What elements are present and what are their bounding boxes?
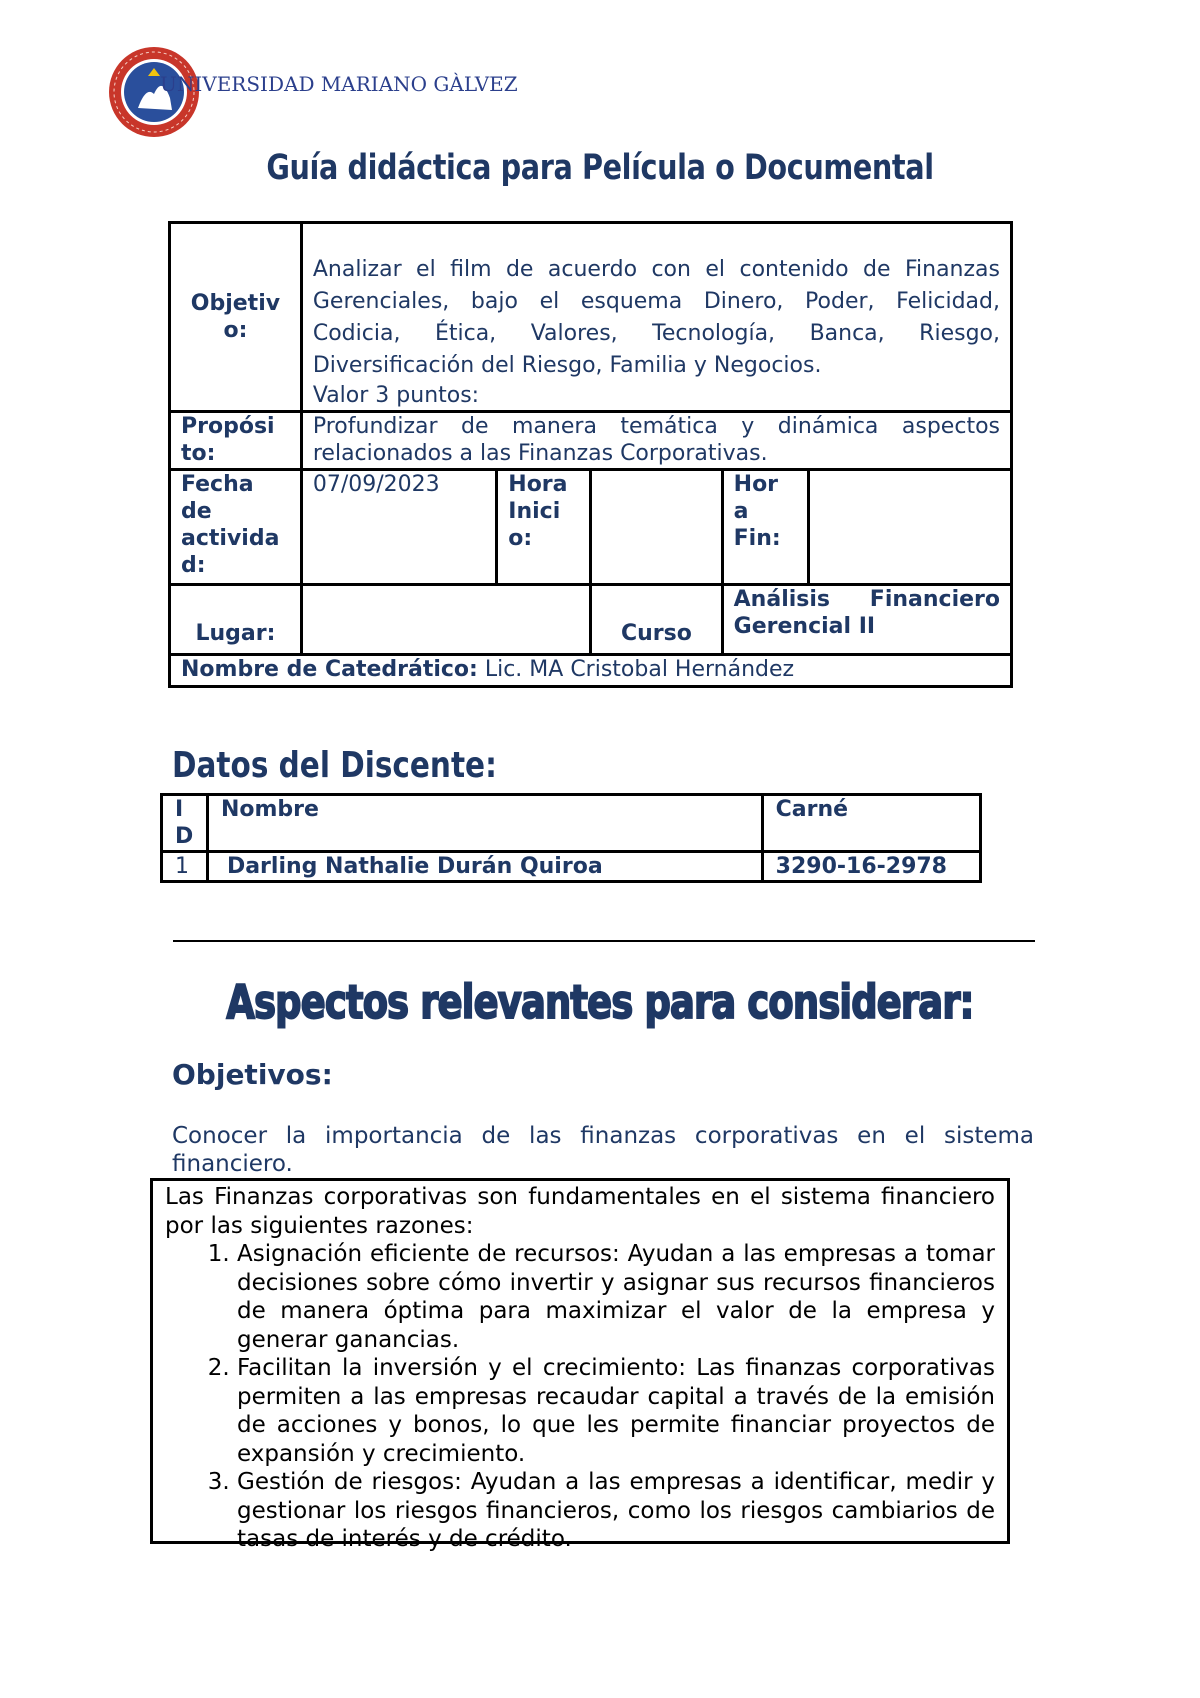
- section-divider: [173, 940, 1035, 942]
- hora-inicio-label: Hora Inici o:: [497, 470, 591, 585]
- document-title: Guía didáctica para Película o Documental: [266, 148, 934, 188]
- aspectos-heading: Aspectos relevantes para considerar:: [226, 975, 974, 1029]
- objetivo-label: Objetiv o:: [170, 223, 302, 412]
- activity-info-table: [168, 221, 1013, 688]
- student-table: [160, 793, 982, 883]
- catedratico-row: [170, 655, 1012, 687]
- column-header-nombre: Nombre: [207, 795, 762, 852]
- column-header-carne: Carné: [762, 795, 980, 852]
- table-row: [162, 852, 981, 882]
- hora-fin-label: Hor a Fin:: [722, 470, 808, 585]
- fecha-value: 07/09/2023: [301, 470, 496, 585]
- catedratico-label: Nombre de Catedrático:: [181, 657, 478, 682]
- objetivo-text: Analizar el film de acuerdo con el contenido de Finanzas Gerenciales, bajo el esquema Dinero, Poder, Felicidad, Codicia, Ética, Valores, Tecnología, Banca, Riesgo, Diversificación del Riesgo, Familia y Negocios.: [312, 257, 1000, 378]
- student-data-heading: Datos del Discente:: [172, 745, 497, 786]
- student-carne: 3290-16-2978: [762, 852, 980, 882]
- objetivo-statement: Conocer la importancia de las finanzas corporativas en el sistema financiero.: [172, 1123, 1034, 1177]
- answer-list: [165, 1240, 995, 1554]
- fecha-label: Fecha de activida d:: [170, 470, 302, 585]
- answer-box: [150, 1178, 1010, 1552]
- list-item: 1. Asignación eficiente de recursos: Ayudan a las empresas a tomar decisiones sobre cómo invertir y asignar sus recursos financieros de manera óptima para maximizar el valor de la empresa y generar ganancias.: [237, 1240, 995, 1354]
- list-item: 2. Facilitan la inversión y el crecimiento: Las finanzas corporativas permiten a las empresas recaudar capital a través de la emisión de acciones y bonos, lo que les permite financiar proyectos de expansión y crecimiento.: [237, 1354, 995, 1468]
- lugar-value: [301, 585, 590, 655]
- list-item: 3. Gestión de riesgos: Ayudan a las empresas a identificar, medir y gestionar los riesgos financieros, como los riesgos cambiarios de tasas de interés y de crédito.: [237, 1468, 995, 1554]
- curso-value: Análisis Financiero Gerencial II: [722, 585, 1011, 655]
- hora-inicio-value: [591, 470, 723, 585]
- student-name: Darling Nathalie Durán Quiroa: [207, 852, 762, 882]
- objetivo-cell: [301, 223, 1011, 412]
- student-id: 1: [162, 852, 208, 882]
- curso-label: Curso: [591, 585, 723, 655]
- catedratico-value: Lic. MA Cristobal Hernández: [477, 657, 795, 682]
- answer-intro: Las Finanzas corporativas son fundamentales en el sistema financiero por las siguientes razones:: [165, 1184, 995, 1239]
- objetivos-heading: Objetivos:: [172, 1058, 333, 1091]
- proposito-label: Propósi to:: [170, 412, 302, 470]
- hora-fin-value: [808, 470, 1011, 585]
- university-name: UNIVERSIDAD MARIANO GÀLVEZ: [160, 72, 518, 96]
- column-header-id: I D: [162, 795, 208, 852]
- proposito-text: Profundizar de manera temática y dinámica aspectos relacionados a las Finanzas Corporativas.: [301, 412, 1011, 470]
- valor-text: Valor 3 puntos:: [312, 383, 480, 408]
- lugar-label: Lugar:: [170, 585, 302, 655]
